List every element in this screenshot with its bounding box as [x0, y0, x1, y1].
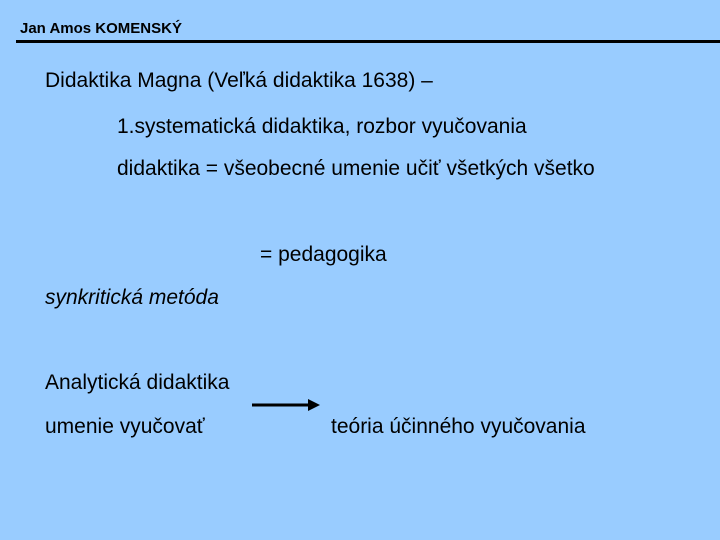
right-arrow-icon: [252, 398, 320, 412]
didactics-definition-line: didaktika = všeobecné umenie učiť všetkých všetko: [117, 157, 595, 180]
effective-teaching-theory-text: teória účinného vyučovania: [331, 415, 586, 438]
art-of-teaching-text: umenie vyučovať: [45, 415, 205, 438]
header-divider: [16, 40, 720, 43]
syncritic-method-line: synkritická metóda: [45, 286, 219, 309]
pedagogy-equation-line: = pedagogika: [260, 243, 387, 266]
didaktika-magna-line: Didaktika Magna (Veľká didaktika 1638) –: [45, 69, 433, 92]
header-title: Jan Amos KOMENSKÝ: [20, 20, 182, 37]
analytic-didactics-line: Analytická didaktika: [45, 371, 230, 394]
systematic-didactics-line: 1.systematická didaktika, rozbor vyučovania: [117, 115, 527, 138]
